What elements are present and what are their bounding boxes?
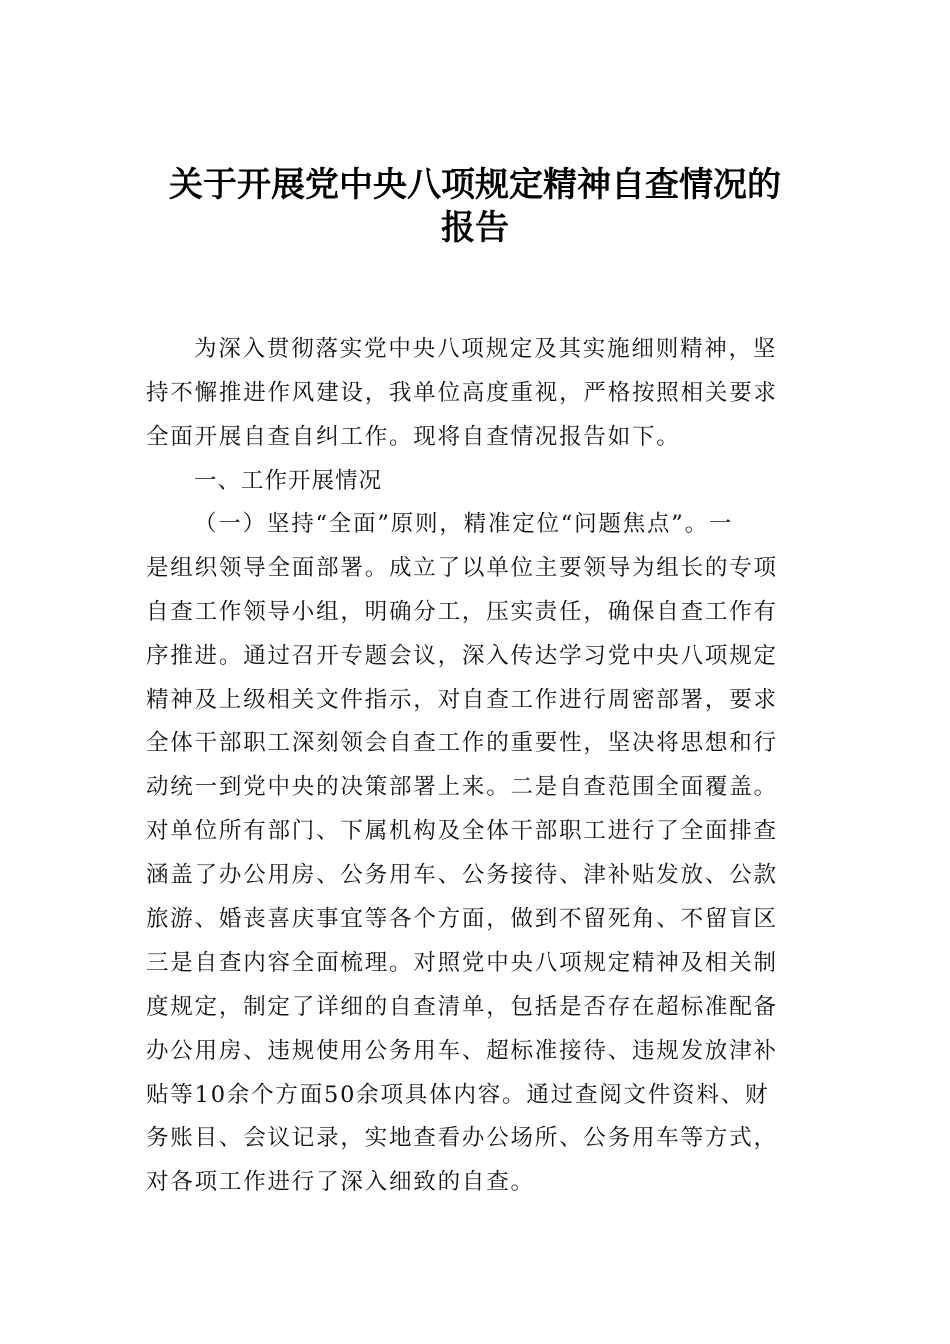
paragraph-line: 精神及上级相关文件指示，对自查工作进行周密部署，要求 [146, 686, 778, 713]
intro-line: 全面开展自查自纠工作。现将自查情况报告如下。 [146, 423, 681, 450]
paragraph-line: 动统一到党中央的决策部署上来。二是自查范围全面覆盖。 [146, 774, 778, 801]
document-title-line-1: 关于开展党中央八项规定精神自查情况的 [169, 165, 781, 205]
paragraph-line: 三是自查内容全面梳理。对照党中央八项规定精神及相关制 [146, 949, 778, 976]
paragraph-line: 是组织领导全面部署。成立了以单位主要领导为组长的专项 [146, 554, 778, 581]
paragraph-line: 自查工作领导小组，明确分工，压实责任，确保自查工作有 [146, 598, 778, 625]
paragraph-line: 对单位所有部门、下属机构及全体干部职工进行了全面排查 [146, 818, 778, 845]
document-title-line-2: 报告 [441, 208, 509, 248]
paragraph-line: 办公用房、违规使用公务用车、超标准接待、违规发放津补 [146, 1037, 778, 1064]
section-paragraph [146, 503, 810, 1205]
paragraph-line: 旅游、婚丧喜庆事宜等各个方面，做到不留死角、不留盲区 [146, 906, 778, 933]
paragraph-line: 全体干部职工深刻领会自查工作的重要性，坚决将思想和行 [146, 730, 778, 757]
paragraph-line: 对各项工作进行了深入细致的自查。 [146, 1169, 535, 1196]
paragraph-line: 贴等10余个方面50余项具体内容。通过查阅文件资料、财 [146, 1081, 770, 1108]
paragraph-line: 涵盖了办公用房、公务用车、公务接待、津补贴发放、公款 [146, 862, 778, 889]
paragraph-line: （一）坚持“全面”原则，精准定位“问题焦点”。一 [194, 511, 734, 537]
intro-line: 持不懈推进作风建设，我单位高度重视，严格按照相关要求 [146, 379, 778, 406]
section-heading: 一、工作开展情况 [194, 468, 383, 494]
intro-line: 为深入贯彻落实党中央八项规定及其实施细则精神，坚 [194, 336, 778, 362]
paragraph-line: 序推进。通过召开专题会议，深入传达学习党中央八项规定 [146, 642, 778, 669]
paragraph-line: 务账目、会议记录，实地查看办公场所、公务用车等方式， [146, 1125, 778, 1152]
intro-paragraph [146, 328, 810, 460]
paragraph-line: 度规定，制定了详细的自查清单，包括是否存在超标准配备 [146, 993, 778, 1020]
